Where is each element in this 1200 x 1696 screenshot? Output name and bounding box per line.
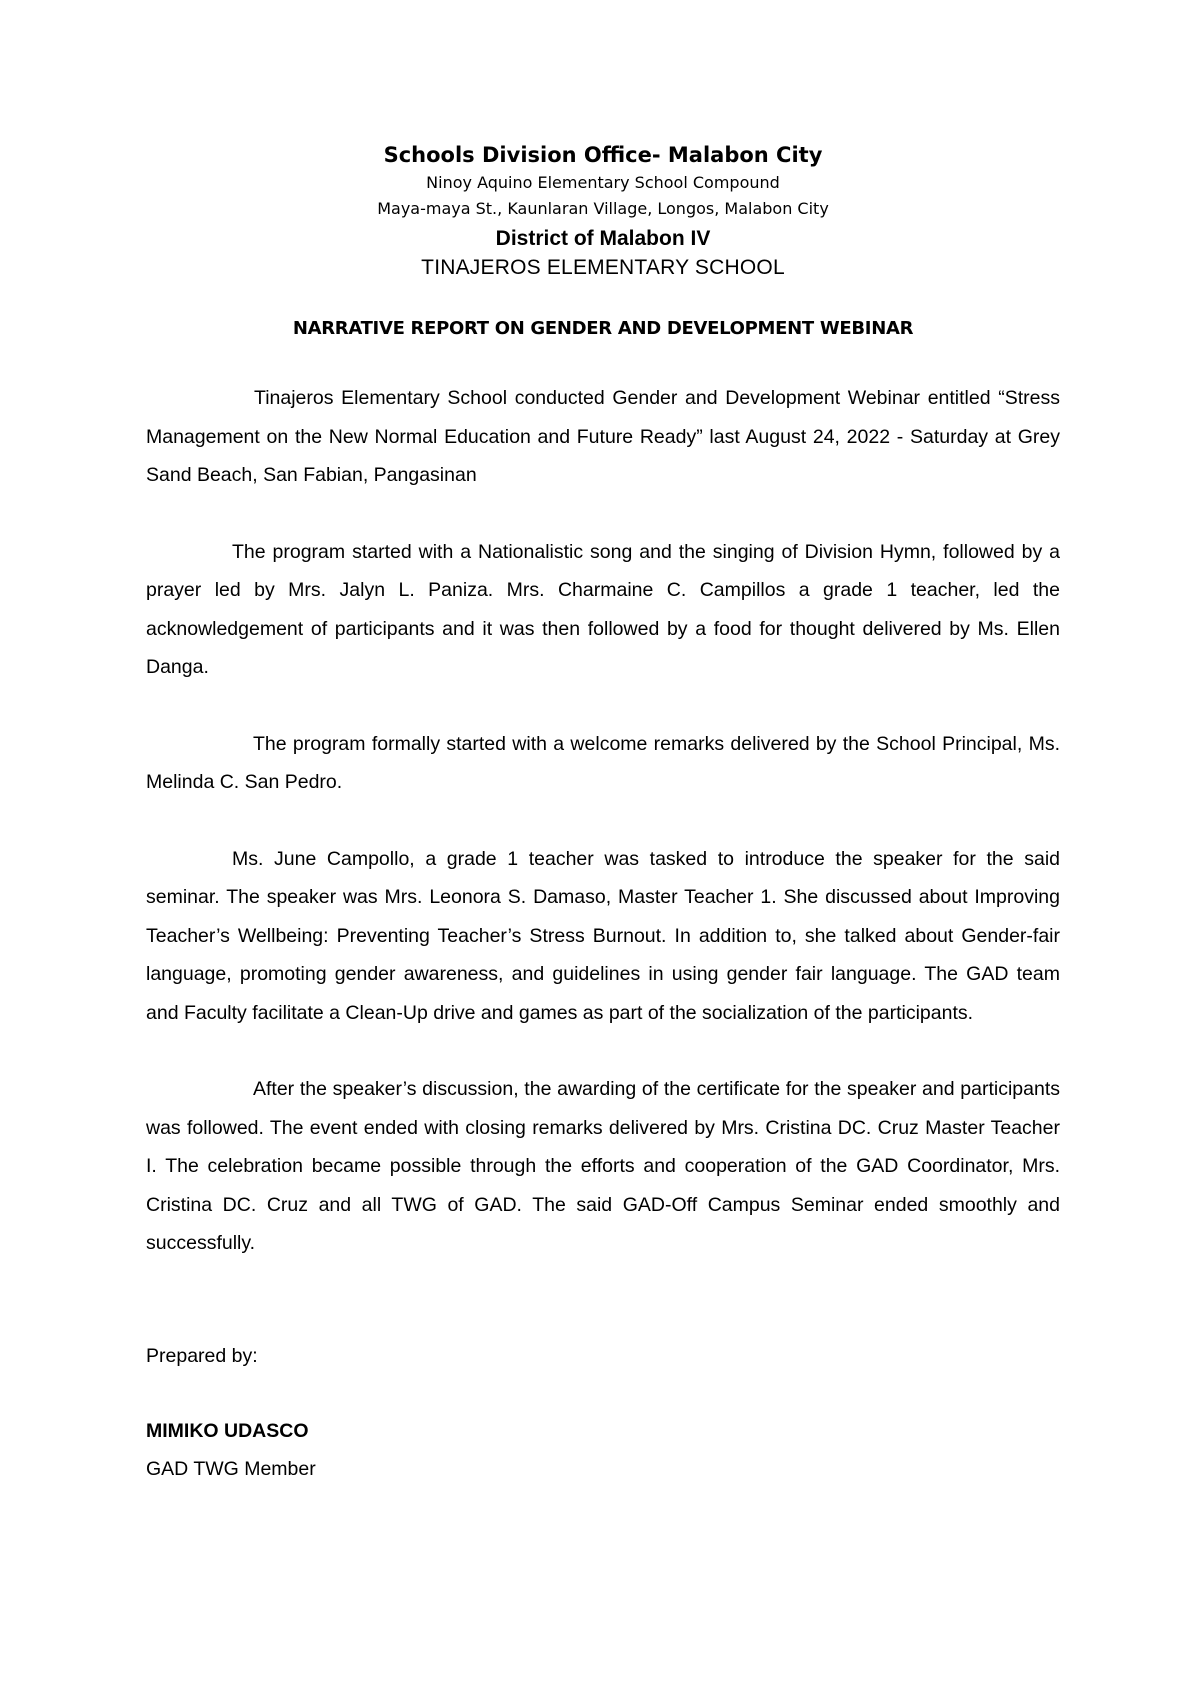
letterhead xyxy=(146,140,1060,282)
document-page xyxy=(146,140,1060,1484)
body-paragraph-2: The program started with a Nationalistic song and the singing of Division Hymn, followed by a prayer led by Mrs. Jalyn L. Paniza. Mrs. Charmaine C. Campillos a grade 1 teacher, led the acknowledgement of participants and it was then followed by a food for thought delivered by Ms. Ellen Danga. xyxy=(146,540,1060,678)
body-paragraph-4: Ms. June Campollo, a grade 1 teacher was tasked to introduce the speaker for the said seminar. The speaker was Mrs. Leonora S. Damaso, Master Teacher 1. She discussed about Improving Teacher’s Wellbeing: Preventing Teacher’s Stress Burnout. In addition to, she talked about Gender-fair language, promoting gender awareness, and guidelines in using gender fair language. The GAD team and Faculty facilitate a Clean-Up drive and games as part of the socialization of the participants. xyxy=(146,847,1060,1024)
school-name: TINAJEROS ELEMENTARY SCHOOL xyxy=(421,256,785,279)
signature-block xyxy=(146,1341,1060,1484)
signer-name: MIMIKO UDASCO xyxy=(146,1419,309,1442)
report-title: NARRATIVE REPORT ON GENDER AND DEVELOPMENT WEBINAR xyxy=(292,318,914,339)
address-line-1: Ninoy Aquino Elementary School Compound xyxy=(426,173,780,192)
district-name: District of Malabon IV xyxy=(495,227,711,250)
body-paragraph-5: After the speaker’s discussion, the awarding of the certificate for the speaker and participants was followed. The event ended with closing remarks delivered by Mrs. Cristina DC. Cruz Master Teacher I. The celebration became possible through the efforts and cooperation of the GAD Coordinator, Mrs. Cristina DC. Cruz and all TWG of GAD. The said GAD-Off Campus Seminar ended smoothly and successfully. xyxy=(146,1078,1060,1254)
body-paragraph-3: The program formally started with a welcome remarks delivered by the School Principal, Ms. Melinda C. San Pedro. xyxy=(146,732,1060,793)
prepared-by-label: Prepared by: xyxy=(146,1344,258,1367)
body-paragraph-1: Tinajeros Elementary School conducted Gender and Development Webinar entitled “Stress Management on the New Normal Education and Future Ready” last August 24, 2022 - Saturday at Grey Sand Beach, San Fabian, Pangasinan xyxy=(146,387,1060,486)
address-line-2: Maya-maya St., Kaunlaran Village, Longos, Malabon City xyxy=(377,199,829,218)
signer-role: GAD TWG Member xyxy=(146,1457,316,1480)
division-office-name: Schools Division Office- Malabon City xyxy=(383,143,823,167)
